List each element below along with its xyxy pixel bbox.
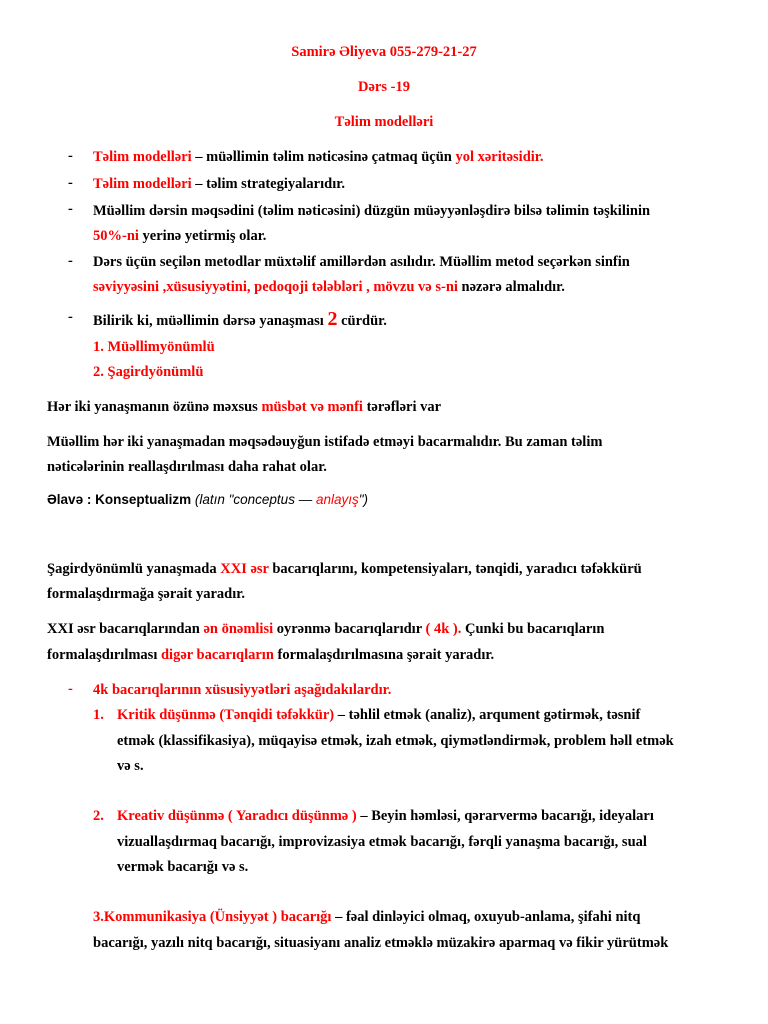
- item-1-line-1: [117, 707, 640, 724]
- bullet-2: [93, 176, 345, 193]
- paragraph-2-line-2: nəticələrinin reallaşdırılması daha rahat olar.: [47, 459, 327, 475]
- fourk-heading: 4k bacarıqlarının xüsusiyyətləri aşağıdakılardır.: [93, 682, 392, 698]
- paragraph-4-line-1: [47, 621, 604, 638]
- bullet-dash: -: [68, 148, 73, 164]
- text: – Beyin həmləsi, qərarvermə bacarığı, ideyaları: [356, 808, 654, 824]
- highlight: səviyyəsini ,xüsusiyyətini, pedoqoji tələbləri , mövzu və s-ni: [93, 279, 458, 295]
- bullet-5: [93, 308, 387, 331]
- highlight: müsbət və mənfi: [261, 399, 363, 415]
- paragraph-4-line-2: [47, 647, 494, 664]
- bullet-dash: -: [68, 201, 73, 217]
- item-2-line-1: [117, 808, 654, 825]
- highlight: XXI əsr: [220, 561, 269, 577]
- text: Şagirdyönümlü yanaşmada: [47, 561, 221, 577]
- approach-2: 2. Şagirdyönümlü: [93, 364, 204, 380]
- item-2-line-2: vizuallaşdırmaq bacarığı, improvizasiya etmək bacarığı, fərqli yanaşma bacarığı, sual: [117, 834, 647, 850]
- text: Hər iki yanaşmanın özünə məxsus: [47, 399, 262, 415]
- bullet-1: [93, 149, 544, 166]
- label: Əlavə : Konseptualizm: [47, 492, 192, 507]
- text: yerinə yetirmiş olar.: [138, 228, 267, 244]
- bullet-3-line-2: [93, 228, 266, 245]
- bullet-4-line-2: [93, 279, 565, 296]
- paragraph-1: [47, 399, 441, 416]
- item-2-number: 2.: [93, 808, 104, 824]
- item-1-line-2: etmək (klassifikasiya), müqayisə etmək, izah etmək, qiymətləndirmək, problem həll etmək: [117, 733, 674, 749]
- text: "): [358, 492, 369, 507]
- item-2-line-3: vermək bacarığı və s.: [117, 859, 249, 875]
- bullet-dash: -: [68, 253, 73, 269]
- author-line: Samirə Əliyeva 055-279-21-27: [291, 44, 477, 60]
- item-1-line-3: və s.: [117, 758, 144, 774]
- text: formalaşdırılmasına şərait yaradır.: [273, 647, 495, 663]
- item-1-number: 1.: [93, 707, 104, 723]
- text: (latın "conceptus —: [191, 492, 316, 507]
- text: bacarıqlarını, kompetensiyaları, tənqidi, yaradıcı təfəkkürü: [268, 561, 642, 577]
- text: tərəfləri var: [362, 399, 442, 415]
- text: – müəllimin təlim nəticəsinə çatmaq üçün: [191, 149, 456, 165]
- highlight: 3.Kommunikasiya (Ünsiyyət ) bacarığı: [93, 909, 332, 925]
- paragraph-3-line-2: formalaşdırmağa şərait yaradır.: [47, 586, 246, 602]
- text: nəzərə almalıdır.: [457, 279, 565, 295]
- text: XXI əsr bacarıqlarından: [47, 621, 204, 637]
- highlight: yol xəritəsidir.: [455, 149, 544, 165]
- bullet-3-line-1: Müəllim dərsin məqsədini (təlim nəticəsini) düzgün müəyyənləşdirə bilsə təlimin təşkilinin: [93, 203, 651, 219]
- text: cürdür.: [337, 313, 387, 329]
- bullet-dash: -: [68, 681, 73, 697]
- number-highlight: 2: [327, 308, 338, 330]
- highlight: ən önəmlisi: [203, 621, 274, 637]
- item-3-line-1: [93, 909, 640, 926]
- highlight: ( 4k ).: [425, 621, 462, 637]
- paragraph-3-line-1: [47, 561, 642, 578]
- page-title: Təlim modelləri: [334, 114, 434, 130]
- text: – təhlil etmək (analiz), arqument gətirmək, təsnif: [334, 707, 641, 723]
- highlight: Təlim modelləri: [93, 149, 192, 165]
- bullet-4-line-1: Dərs üçün seçilən metodlar müxtəlif amillərdən asılıdır. Müəllim metod seçərkən sinfin: [93, 254, 630, 270]
- text: Bilirik ki, müəllimin dərsə yanaşması: [93, 313, 328, 329]
- lesson-number: Dərs -19: [358, 79, 410, 95]
- addition-note: [47, 492, 368, 507]
- bullet-dash: -: [68, 175, 73, 191]
- highlight: Kritik düşünmə (Tənqidi təfəkkür): [117, 707, 335, 723]
- text: oyrənmə bacarıqlarıdır: [273, 621, 426, 637]
- highlight: digər bacarıqların: [160, 647, 274, 663]
- approach-1: 1. Müəllimyönümlü: [93, 339, 215, 355]
- text: – təlim strategiyalarıdır.: [191, 176, 345, 192]
- item-3-line-2: bacarığı, yazılı nitq bacarığı, situasiyanı analiz etməklə müzakirə aparmaq və fikir yürütmək: [93, 935, 669, 951]
- paragraph-2-line-1: Müəllim hər iki yanaşmadan məqsədəuyğun istifadə etməyi bacarmalıdır. Bu zaman təlim: [47, 434, 603, 450]
- text: – fəal dinləyici olmaq, oxuyub-anlama, şifahi nitq: [331, 909, 641, 925]
- bullet-dash: -: [68, 309, 73, 325]
- highlight: 50%-ni: [93, 228, 139, 244]
- highlight: anlayış: [315, 492, 359, 507]
- highlight: Təlim modelləri: [93, 176, 192, 192]
- highlight: Kreativ düşünmə ( Yaradıcı düşünmə ): [117, 808, 357, 824]
- text: formalaşdırılması: [47, 647, 161, 663]
- text: Çunki bu bacarıqların: [461, 621, 605, 637]
